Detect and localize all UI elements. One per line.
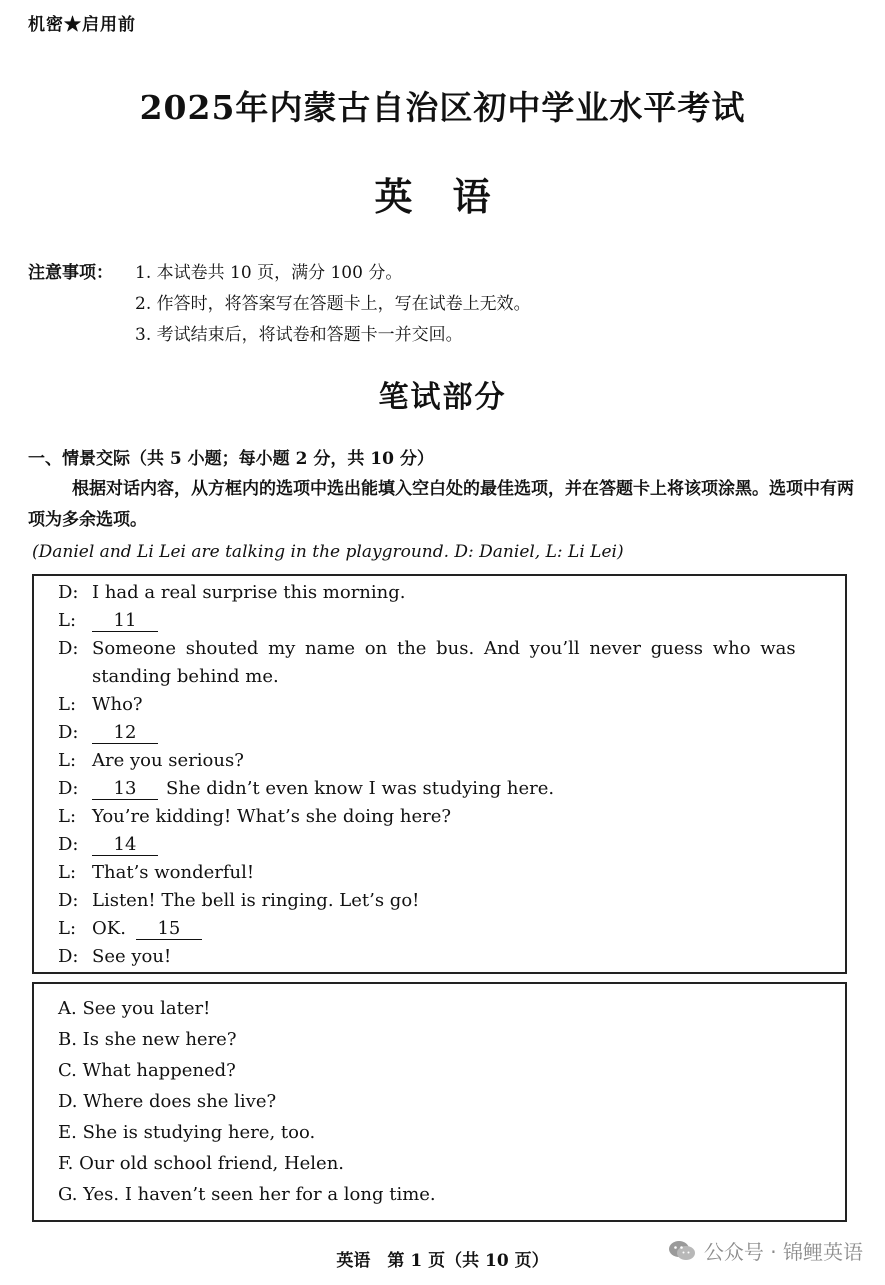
answer-blank: 14 bbox=[92, 835, 158, 856]
speaker: L: bbox=[58, 918, 77, 939]
speaker: D: bbox=[58, 582, 79, 603]
answer-blank: 11 bbox=[92, 611, 158, 632]
dialogue-text: I had a real surprise this morning. bbox=[92, 582, 406, 603]
dialogue-line bbox=[58, 890, 419, 911]
dialogue-line bbox=[58, 862, 254, 883]
speaker: L: bbox=[58, 862, 77, 883]
dialogue-box bbox=[32, 574, 847, 974]
dialogue-text: standing behind me. bbox=[92, 666, 279, 687]
exam-title: 2025年内蒙古自治区初中学业水平考试 bbox=[139, 88, 746, 127]
note-item: 3. 考试结束后，将试卷和答题卡一并交回。 bbox=[135, 325, 463, 345]
dialogue-text: Who? bbox=[92, 694, 143, 715]
dialogue-line bbox=[58, 806, 451, 827]
watermark bbox=[668, 1236, 863, 1265]
dialogue-text: Someone shouted my name on the bus. And you’ll never guess who was bbox=[92, 638, 796, 659]
option-e: E. She is studying here, too. bbox=[58, 1122, 316, 1143]
section-title: 笔试部分 bbox=[378, 380, 507, 415]
dialogue-text: OK. bbox=[92, 918, 126, 939]
part-heading: 一、情景交际（共 5 小题；每小题 2 分，共 10 分） bbox=[28, 449, 434, 469]
dialogue-line bbox=[58, 666, 279, 687]
option-d: D. Where does she live? bbox=[58, 1091, 277, 1112]
option-b: B. Is she new here? bbox=[58, 1029, 237, 1050]
note-item: 2. 作答时，将答案写在答题卡上，写在试卷上无效。 bbox=[135, 294, 531, 314]
dialogue-line bbox=[58, 722, 166, 744]
speaker: D: bbox=[58, 778, 79, 799]
option-g: G. Yes. I haven’t seen her for a long time. bbox=[58, 1184, 436, 1205]
dialogue-line bbox=[58, 750, 244, 771]
speaker: L: bbox=[58, 610, 77, 631]
scene-description: (Daniel and Li Lei are talking in the playground. D: Daniel, L: Li Lei) bbox=[32, 542, 624, 562]
dialogue-line bbox=[58, 834, 166, 856]
dialogue-line bbox=[58, 778, 554, 800]
notes-label: 注意事项： bbox=[28, 263, 113, 283]
subject-title: 英语 bbox=[374, 174, 531, 219]
dialogue-text: Listen! The bell is ringing. Let’s go! bbox=[92, 890, 420, 911]
speaker: L: bbox=[58, 694, 77, 715]
note-item: 1. 本试卷共 10 页，满分 100 分。 bbox=[135, 263, 403, 283]
answer-blank: 12 bbox=[92, 723, 158, 744]
option-f: F. Our old school friend, Helen. bbox=[58, 1153, 345, 1174]
dialogue-line bbox=[58, 582, 406, 603]
speaker: L: bbox=[58, 806, 77, 827]
dialogue-line bbox=[58, 610, 166, 632]
dialogue-line bbox=[58, 946, 171, 967]
dialogue-line bbox=[58, 694, 143, 715]
dialogue-text: You’re kidding! What’s she doing here? bbox=[92, 806, 452, 827]
dialogue-text: Are you serious? bbox=[92, 750, 244, 771]
part-instructions: 根据对话内容，从方框内的选项中选出能填入空白处的最佳选项，并在答题卡上将该项涂黑。选项中有两项为多余选项。 bbox=[28, 479, 854, 530]
speaker: D: bbox=[58, 946, 79, 967]
options-box bbox=[32, 982, 847, 1222]
dialogue-line bbox=[58, 638, 818, 659]
speaker: D: bbox=[58, 890, 79, 911]
option-c: C. What happened? bbox=[58, 1060, 236, 1081]
speaker: D: bbox=[58, 722, 79, 743]
confidential-label: 机密★启用前 bbox=[28, 15, 136, 35]
page-footer: 英语 第 1 页（共 10 页） bbox=[336, 1251, 549, 1271]
answer-blank: 13 bbox=[92, 779, 158, 800]
answer-blank: 15 bbox=[136, 919, 202, 940]
dialogue-text: See you! bbox=[92, 946, 172, 967]
dialogue-line bbox=[58, 918, 210, 940]
speaker: D: bbox=[58, 638, 79, 659]
wechat-icon bbox=[668, 1240, 696, 1262]
watermark-text: 公众号 · 锦鲤英语 bbox=[703, 1240, 863, 1264]
speaker: D: bbox=[58, 834, 79, 855]
option-a: A. See you later! bbox=[58, 998, 211, 1019]
speaker: L: bbox=[58, 750, 77, 771]
dialogue-text: That’s wonderful! bbox=[92, 862, 255, 883]
dialogue-text: She didn’t even know I was studying here. bbox=[166, 778, 555, 799]
